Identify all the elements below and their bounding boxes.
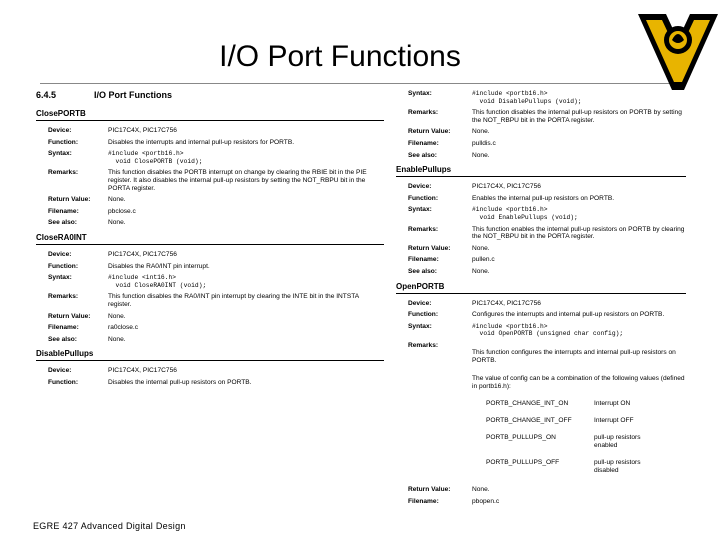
remarks-value: This function disables the RA0/INT pin interrupt by clearing the INTE bit in the INTSTA register.	[108, 293, 359, 308]
config-name: PORTB_CHANGE_INT_OFF	[486, 417, 572, 425]
disablepullups-entry	[36, 349, 384, 386]
function-label: Function:	[408, 194, 439, 202]
return-value: None.	[472, 244, 490, 252]
remarks-value: This function configures the interrupts and internal pull-up resistors on PORTB.	[472, 349, 676, 365]
remarks-label: Remarks:	[408, 341, 439, 349]
syntax-value: #include <int16.h> void CloseRA0INT (void);	[108, 274, 207, 289]
config-intro: The value of config can be a combination of the following values (defined in portb16.h):	[472, 375, 685, 390]
device-value: PIC17C4X, PIC17C756	[108, 250, 177, 258]
closeportb-entry	[36, 109, 384, 227]
left-column	[36, 90, 384, 392]
device-label: Device:	[48, 127, 72, 134]
remarks-value: This function enables the internal pull-up resistors on PORTB by clearing the NOT_RBPU bit in the PORTA register.	[472, 225, 685, 241]
slide-title: I/O Port Functions	[219, 40, 461, 73]
config-option	[472, 400, 686, 408]
see-also-value: None.	[108, 219, 126, 227]
remarks-label: Remarks:	[48, 293, 79, 301]
device-value: PIC17C4X, PIC17C756	[472, 299, 541, 307]
filename-label: Filename:	[48, 207, 79, 215]
filename-value: ra0close.c	[108, 324, 139, 332]
filename-label: Filename:	[408, 139, 439, 147]
config-option	[472, 459, 686, 474]
remarks-value: This function disables the PORTB interrupt on change by clearing the RBIE bit in the PIE register. It also disables the internal pull-up resistors by setting the NOT_RBPU bit in the PORTA register.	[108, 169, 367, 192]
function-label: Function:	[48, 262, 79, 270]
enablepullups-entry	[396, 165, 686, 275]
see-also-label: See also:	[48, 335, 77, 343]
device-label: Device:	[48, 250, 72, 258]
function-name: DisablePullups	[36, 349, 384, 361]
function-name: ClosePORTB	[36, 109, 384, 121]
config-name: PORTB_PULLUPS_OFF	[486, 459, 560, 467]
return-label: Return Value:	[408, 244, 451, 252]
remarks-label: Remarks:	[48, 169, 79, 177]
return-value: None.	[108, 312, 126, 320]
return-label: Return Value:	[48, 196, 91, 204]
section-number: 6.4.5	[36, 90, 57, 100]
function-label: Function:	[48, 378, 79, 386]
function-value: Disables the internal pull-up resistors on PORTB.	[108, 378, 252, 386]
title-divider	[40, 83, 680, 84]
syntax-label: Syntax:	[408, 322, 432, 330]
remarks-label: Remarks:	[408, 225, 439, 233]
filename-value: pbopen.c	[472, 497, 500, 505]
filename-value: pbclose.c	[108, 207, 136, 215]
return-label: Return Value:	[408, 485, 451, 493]
return-value: None.	[472, 128, 490, 136]
section-heading	[36, 90, 384, 101]
see-also-label: See also:	[408, 151, 437, 159]
filename-value: pulldis.c	[472, 139, 496, 147]
syntax-value: #include <portb16.h> void EnablePullups (void);	[472, 206, 578, 221]
function-name: OpenPORTB	[396, 282, 686, 294]
device-value: PIC17C4X, PIC17C756	[108, 367, 177, 375]
return-value: None.	[108, 196, 126, 204]
device-label: Device:	[48, 367, 72, 375]
syntax-value: #include <portb16.h> void OpenPORTB (unsigned char config);	[472, 322, 624, 338]
config-desc: Interrupt OFF	[594, 417, 634, 425]
remarks-label: Remarks:	[408, 109, 439, 117]
syntax-value: #include <portb16.h> void DisablePullups (void);	[472, 90, 582, 105]
see-also-label: See also:	[408, 267, 437, 275]
function-value: Disables the RA0/INT pin interrupt.	[108, 262, 210, 270]
disablepullups-continued	[396, 90, 686, 159]
closera0int-entry	[36, 233, 384, 343]
function-name: CloseRA0INT	[36, 233, 384, 245]
function-label: Function:	[48, 138, 79, 146]
syntax-label: Syntax:	[48, 274, 72, 282]
section-title: I/O Port Functions	[94, 90, 172, 100]
filename-label: Filename:	[408, 256, 439, 264]
config-name: PORTB_CHANGE_INT_ON	[486, 400, 569, 408]
config-desc: pull-up resistors enabled	[594, 434, 641, 449]
device-value: PIC17C4X, PIC17C756	[108, 127, 177, 134]
function-value: Disables the interrupts and internal pull-up resistors for PORTB.	[108, 138, 295, 146]
filename-label: Filename:	[408, 497, 439, 505]
university-logo	[636, 10, 720, 92]
function-value: Enables the internal pull-up resistors on PORTB.	[472, 194, 615, 202]
config-name: PORTB_PULLUPS_ON	[486, 434, 556, 442]
config-desc: Interrupt ON	[594, 400, 631, 408]
openportb-entry	[396, 282, 686, 506]
see-also-value: None.	[472, 151, 490, 159]
return-label: Return Value:	[408, 128, 451, 136]
syntax-value: #include <portb16.h> void ClosePORTB (void);	[108, 150, 203, 165]
return-label: Return Value:	[48, 312, 91, 320]
syntax-label: Syntax:	[408, 90, 432, 97]
return-value: None.	[472, 485, 490, 493]
config-desc: pull-up resistors disabled	[594, 459, 641, 474]
device-value: PIC17C4X, PIC17C756	[472, 183, 541, 191]
syntax-label: Syntax:	[48, 150, 72, 158]
remarks-value: This function disables the internal pull-up resistors on PORTB by setting the NOT_RBPU bit in the PORTA register.	[472, 109, 682, 124]
filename-label: Filename:	[48, 324, 79, 332]
filename-value: pullen.c	[472, 256, 495, 264]
device-label: Device:	[408, 299, 432, 307]
right-column	[396, 90, 686, 511]
see-also-value: None.	[472, 267, 490, 275]
config-option	[472, 434, 686, 449]
slide-footer: EGRE 427 Advanced Digital Design	[33, 521, 186, 531]
see-also-value: None.	[108, 335, 126, 343]
function-name: EnablePullups	[396, 165, 686, 177]
see-also-label: See also:	[48, 219, 77, 227]
function-label: Function:	[408, 311, 439, 319]
device-label: Device:	[408, 183, 432, 191]
remarks-block	[472, 342, 686, 482]
function-value: Configures the interrupts and internal pull-up resistors on PORTB.	[472, 311, 665, 319]
syntax-label: Syntax:	[408, 206, 432, 214]
config-option	[472, 417, 686, 425]
